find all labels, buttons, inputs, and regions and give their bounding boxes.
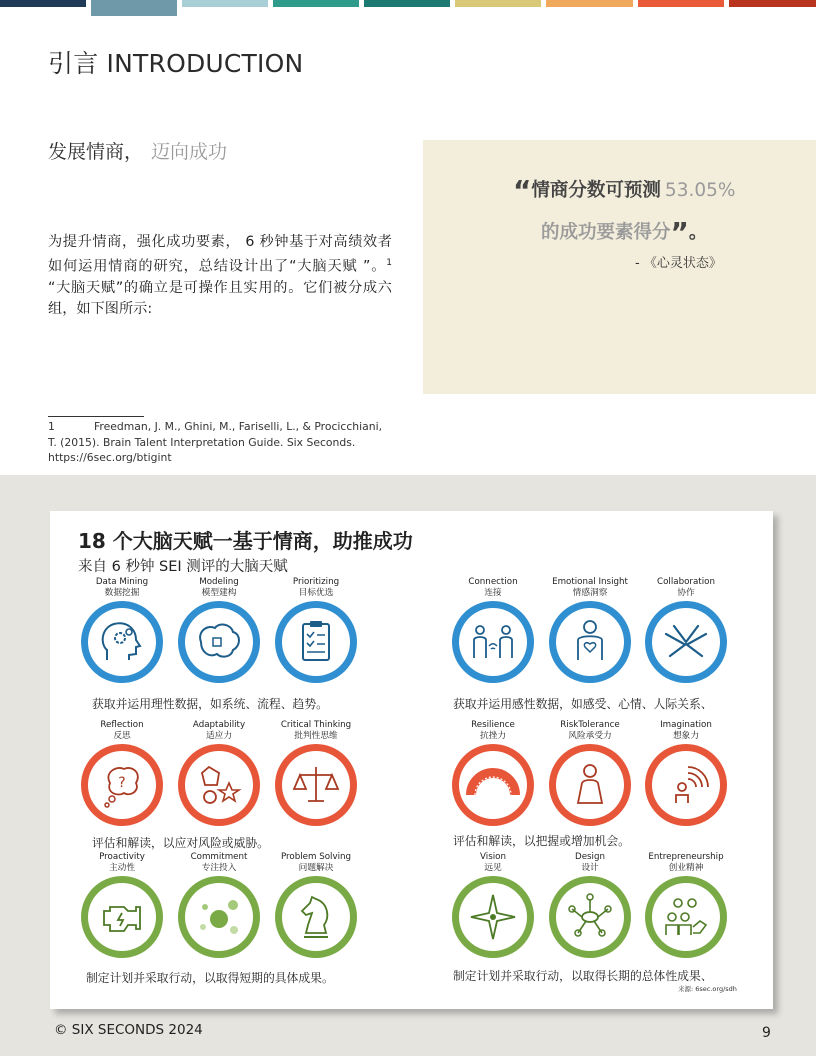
row-text: 获取并运用感性数据，如感受、心情、人际关系、 bbox=[453, 697, 713, 711]
page-heading: 引言 INTRODUCTION bbox=[48, 49, 304, 78]
talent-proactivity[interactable] bbox=[72, 852, 172, 874]
talent-en: Critical Thinking bbox=[280, 720, 352, 730]
talent-entrepreneurship[interactable] bbox=[636, 852, 736, 874]
section-title-main: 发展情商， bbox=[48, 141, 144, 163]
section-title bbox=[48, 137, 227, 164]
talent-vision[interactable] bbox=[443, 852, 543, 874]
network-icon bbox=[548, 875, 632, 959]
talent-en: Commitment bbox=[190, 852, 248, 862]
clipboard-checklist-icon bbox=[274, 600, 358, 684]
talent-en: Connection bbox=[468, 577, 518, 587]
chess-knight-icon bbox=[274, 875, 358, 959]
talent-reflection[interactable] bbox=[72, 720, 172, 791]
talent-zh: 情感洞察 bbox=[572, 588, 608, 598]
color-bar bbox=[638, 0, 724, 7]
person-icon bbox=[548, 743, 632, 827]
talent-zh: 专注投入 bbox=[201, 863, 237, 873]
people-group-icon bbox=[644, 875, 728, 959]
talent-en: Imagination bbox=[660, 720, 712, 730]
talent-en: Emotional Insight bbox=[552, 577, 628, 587]
talent-zh: 反思 bbox=[113, 731, 131, 741]
row-text: 获取并运用理性数据，如系统、流程、趋势。 bbox=[92, 697, 328, 711]
color-bar bbox=[546, 0, 633, 7]
talent-en: Resilience bbox=[471, 720, 515, 730]
talent-en: Problem Solving bbox=[280, 852, 352, 862]
talent-en: Entrepreneurship bbox=[648, 852, 724, 862]
talent-en: Data Mining bbox=[95, 577, 149, 587]
talent-zh: 适应力 bbox=[205, 731, 233, 741]
talent-risk-tolerance[interactable] bbox=[540, 720, 640, 742]
talent-zh: 协作 bbox=[677, 588, 695, 598]
row-text: 评估和解读，以应对风险或威胁。 bbox=[92, 836, 269, 850]
scales-icon bbox=[274, 743, 358, 827]
person-waves-icon bbox=[644, 743, 728, 827]
circles-icon bbox=[177, 875, 261, 959]
row-text: 制定计划并采取行动，以取得短期的具体成果。 bbox=[86, 971, 334, 985]
talent-zh: 模型建构 bbox=[201, 588, 237, 598]
talent-en: Prioritizing bbox=[292, 577, 340, 587]
quote-text-1: 情商分数可预测 bbox=[531, 180, 661, 201]
figure-subtitle: 来自 6 秒钟 SEI 测评的大脑天赋 bbox=[78, 559, 288, 575]
svg-text:?: ? bbox=[118, 775, 126, 791]
quote-line1 bbox=[513, 174, 735, 207]
footnote-ref[interactable]: 1 bbox=[386, 258, 392, 268]
figure-source: 来源: 6sec.org/sdh bbox=[678, 985, 737, 993]
intro-paragraph bbox=[48, 232, 392, 320]
intro-text-part1: 为提升情商，强化成功要素， 6 秒钟基于对高绩效者如何运用情商的研究，总结设计出了“大脑天赋 ”。 bbox=[48, 234, 392, 275]
talent-data-mining[interactable] bbox=[72, 577, 172, 599]
talent-resilience[interactable] bbox=[443, 720, 543, 742]
quote-box bbox=[423, 140, 816, 394]
intro-text-part2: “大脑天赋”的确立是可操作且实用的。它们被分成六组，如下图所示: bbox=[48, 279, 392, 317]
thought-bubble-icon bbox=[80, 743, 164, 827]
talent-collaboration[interactable] bbox=[636, 577, 736, 599]
talent-zh: 设计 bbox=[581, 863, 599, 873]
talent-en: Adaptability bbox=[192, 720, 246, 730]
color-bar-strip bbox=[0, 0, 816, 16]
brain-puzzle-icon bbox=[177, 600, 261, 684]
quote-close-mark: ” bbox=[670, 216, 689, 249]
talent-en: Modeling bbox=[199, 577, 239, 587]
person-heart-icon bbox=[548, 600, 632, 684]
talent-commitment[interactable] bbox=[169, 852, 269, 874]
talent-imagination[interactable] bbox=[636, 720, 736, 742]
talent-zh: 批判性思维 bbox=[294, 731, 338, 741]
color-bar bbox=[455, 0, 541, 7]
talent-zh: 数据挖掘 bbox=[104, 588, 140, 598]
footnote-text[interactable]: Freedman, J. M., Ghini, M., Fariselli, L., & Procicchiani, T. (2015). Brain Talent Interpretation Guide. Six Seconds. https://6sec.org/btigint bbox=[48, 420, 383, 464]
talent-zh: 风险承受力 bbox=[568, 731, 612, 741]
talent-en: RiskTolerance bbox=[560, 720, 620, 730]
talents-figure bbox=[50, 511, 773, 1009]
talent-en: Collaboration bbox=[657, 577, 715, 587]
talent-en: Vision bbox=[480, 852, 506, 862]
quote-percent: 53.05% bbox=[664, 180, 736, 201]
talent-prioritizing[interactable] bbox=[266, 577, 366, 599]
talent-adaptability[interactable] bbox=[169, 720, 269, 742]
head-gears-icon bbox=[80, 600, 164, 684]
shapes-icon bbox=[177, 743, 261, 827]
color-bar bbox=[182, 0, 268, 7]
color-bar bbox=[364, 0, 450, 7]
engine-icon bbox=[80, 875, 164, 959]
row-text: 制定计划并采取行动，以取得长期的总体性成果、 bbox=[453, 969, 713, 983]
footnote-number: 1 bbox=[48, 420, 55, 433]
footnote-rule bbox=[48, 416, 144, 417]
talent-emotional-insight[interactable] bbox=[540, 577, 640, 599]
talent-modeling[interactable] bbox=[169, 577, 269, 599]
footnote bbox=[48, 419, 388, 466]
talent-zh: 创业精神 bbox=[668, 863, 704, 873]
quote-open-mark: “ bbox=[513, 174, 532, 207]
color-bar bbox=[91, 0, 177, 16]
page-number: 9 bbox=[762, 1025, 771, 1041]
talent-zh: 主动性 bbox=[108, 863, 136, 873]
two-people-connection-icon bbox=[451, 600, 535, 684]
row-text: 评估和解读，以把握或增加机会。 bbox=[453, 834, 630, 848]
talent-en: Reflection bbox=[100, 720, 144, 730]
color-bar bbox=[0, 0, 86, 7]
footer-copyright: © SIX SECONDS 2024 bbox=[54, 1022, 203, 1038]
talent-design[interactable] bbox=[540, 852, 640, 874]
quote-source: - 《心灵状态》 bbox=[635, 256, 722, 271]
color-bar bbox=[273, 0, 359, 7]
talent-critical-thinking[interactable] bbox=[266, 720, 366, 742]
compass-star-icon bbox=[451, 875, 535, 959]
quote-text-2: 的成功要素得分 bbox=[541, 222, 671, 243]
talent-problem-solving[interactable] bbox=[266, 852, 366, 874]
figure-title: 18 个大脑天赋一基于情商，助推成功 bbox=[78, 529, 413, 553]
section-title-grey: 迈向成功 bbox=[151, 141, 228, 163]
talent-zh: 问题解决 bbox=[298, 863, 334, 873]
joined-hands-icon bbox=[644, 600, 728, 684]
talent-connection[interactable] bbox=[443, 577, 543, 599]
talent-zh: 连接 bbox=[484, 588, 502, 598]
talent-zh: 想象力 bbox=[672, 731, 700, 741]
talent-en: Proactivity bbox=[99, 852, 145, 862]
quote-line2 bbox=[541, 216, 707, 249]
talent-en: Design bbox=[575, 852, 605, 862]
spring-icon bbox=[451, 743, 535, 827]
talent-zh: 远见 bbox=[484, 863, 502, 873]
quote-end: 。 bbox=[688, 222, 708, 243]
talent-zh: 目标优选 bbox=[298, 588, 334, 598]
color-bar bbox=[729, 0, 816, 7]
talent-zh: 抗挫力 bbox=[479, 731, 507, 741]
